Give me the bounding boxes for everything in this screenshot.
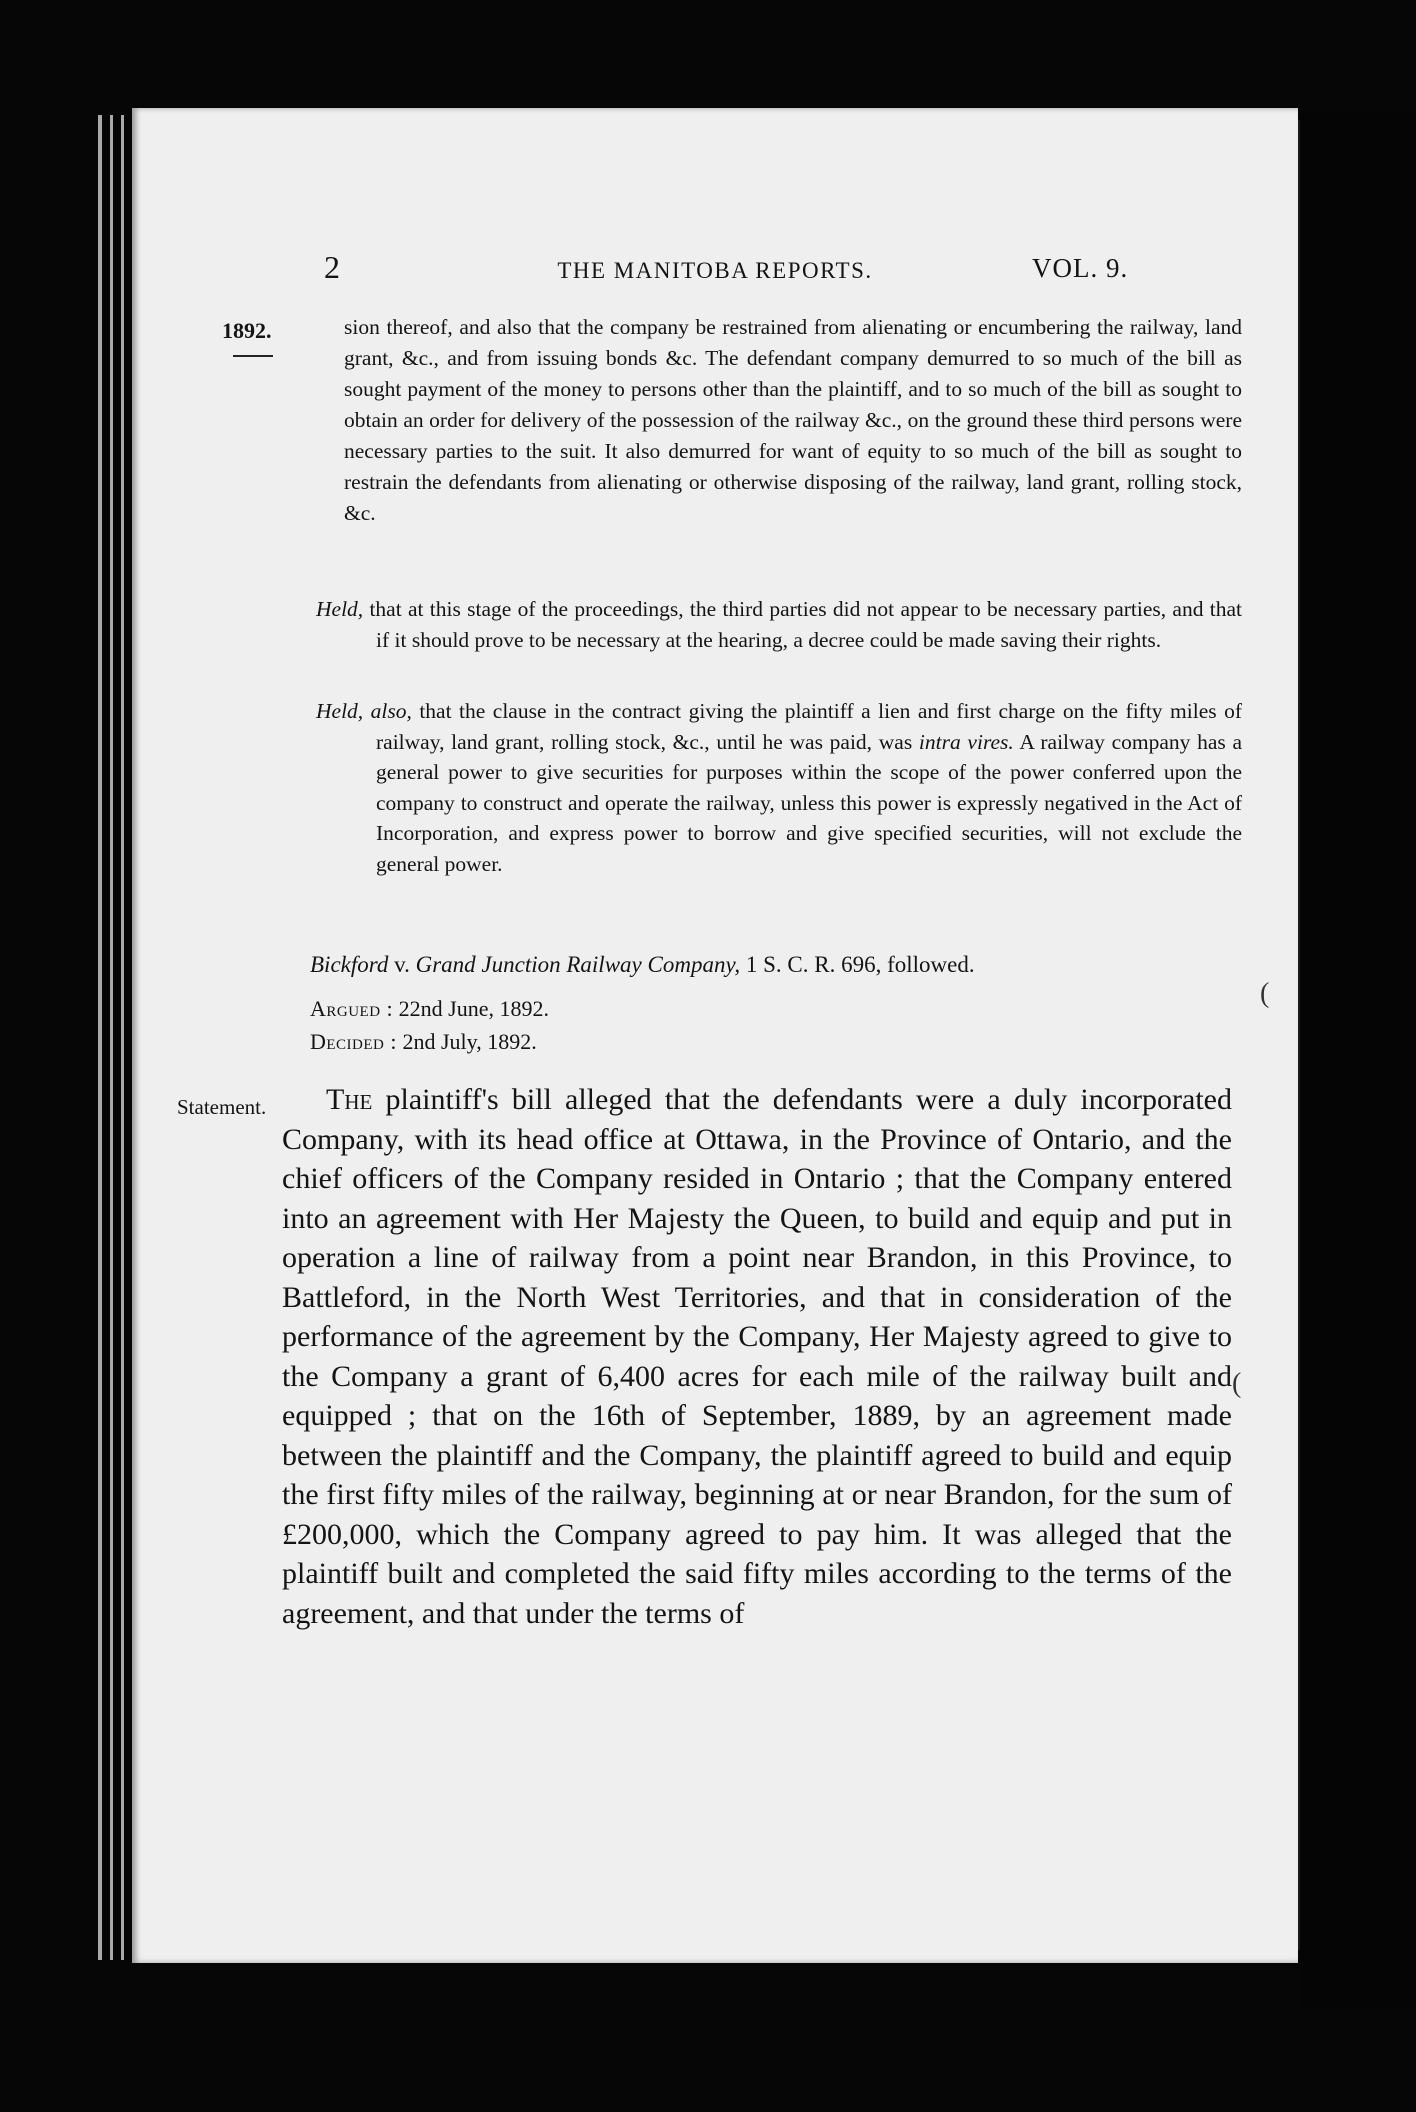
scan-gutter-line [98,115,102,1960]
holding-2-text-before: that the clause in the contract giving the plaintiff a lien and first charge on the fifty miles of railway, land grant, rolling stock, &c., until he was paid, was [376,699,1242,754]
holding-1-text: that at this stage of the proceedings, the third parties did not appear to be necessary parties, and that if it should prove to be necessary at the hearing, a decree could be made saving their rights. [363,597,1242,652]
case-citation [310,952,1250,978]
scan-gutter-line [121,115,124,1960]
citation-versus: v. [388,952,416,977]
decided-line [310,1025,549,1058]
statement-paragraph [282,1080,1232,1633]
statement-text: plaintiff's bill alleged that the defendants were a duly incorporated Company, with its head office at Ottawa, in the Province of Ontario, and the chief officers of the Company resided in Ontario ; that the Company entered into an agreement with Her Majesty the Queen, to build and equip and put in operation a line of railway from a point near Brandon, in this Province, to Battleford, in the North West Territories, and that in consideration of the performance of the agreement by the Company, Her Majesty agreed to give to the Company a grant of 6,400 acres for each mile of the railway built and equipped ; that on the 16th of September, 1889, by an agreement made between the plaintiff and the Company, the plaintiff agreed to build and equip the first fifty miles of the railway, beginning at or near Brandon, for the sum of £200,000, which the Company agreed to pay him. It was alleged that the plaintiff built and completed the said fifty miles according to the terms of the agreement, and that under the terms of [282,1083,1232,1630]
argued-line [310,992,549,1025]
decided-label: Decided : [310,1029,397,1054]
volume-label: VOL. 9. [1032,253,1129,283]
scan-artifact-mark: ( [1232,1368,1242,1399]
citation-case-a: Bickford [310,952,389,977]
decided-date: 2nd July, 1892. [397,1029,537,1054]
holding-2-label: Held, also, [316,699,412,723]
holding-1-label: Held, [316,597,364,621]
scan-right-border [1300,110,1416,2010]
page-number: 2 [324,249,340,285]
holding-2-latin-phrase: intra vires. [918,729,1014,754]
argued-label: Argued : [310,996,394,1021]
holding-2-text-after: A railway company has a general power to give securities for purposes within the scope of the power conferred upon the company to construct and operate the railway, unless this power is expressly negatived in the Act of Incorporation, and express power to borrow and give specified securities, will not exclude the general power. [376,729,1242,876]
page-header [132,249,1298,293]
holding-1 [316,594,1242,655]
case-dates [310,992,549,1058]
holding-2 [316,696,1242,879]
scan-gutter-line [110,115,113,1960]
citation-case-b: Grand Junction Railway Company, [415,952,741,977]
citation-reference: 1 S. C. R. 696, followed. [740,952,975,977]
statement-side-note: Statement. [177,1095,267,1119]
margin-year: 1892. [222,318,272,343]
statement-body [282,1080,1232,1633]
argued-date: 22nd June, 1892. [393,996,549,1021]
margin-rule [233,355,273,357]
statement-opening-word: The [326,1083,373,1116]
holding-2-paragraph [316,696,1242,879]
holding-1-paragraph [316,594,1242,655]
scan-artifact-mark: ( [1260,978,1270,1009]
headnote-text: sion thereof, and also that the company be restrained from alienating or encumbering the railway, land grant, &c., and from issuing bonds &c. The defendant company demurred to so much of the bill as sought payment of the money to persons other than the plaintiff, and to so much of the bill as sought to obtain an order for delivery of the possession of the railway &c., on the ground these third persons were necessary parties to the suit. It also demurred for want of equity to so much of the bill as sought to restrain the defendants from alienating or otherwise disposing of the railway, land grant, rolling stock, &c. [344,315,1242,525]
headnote [344,312,1242,529]
running-title: THE MANITOBA REPORTS. [557,258,873,283]
book-page [132,108,1298,1963]
